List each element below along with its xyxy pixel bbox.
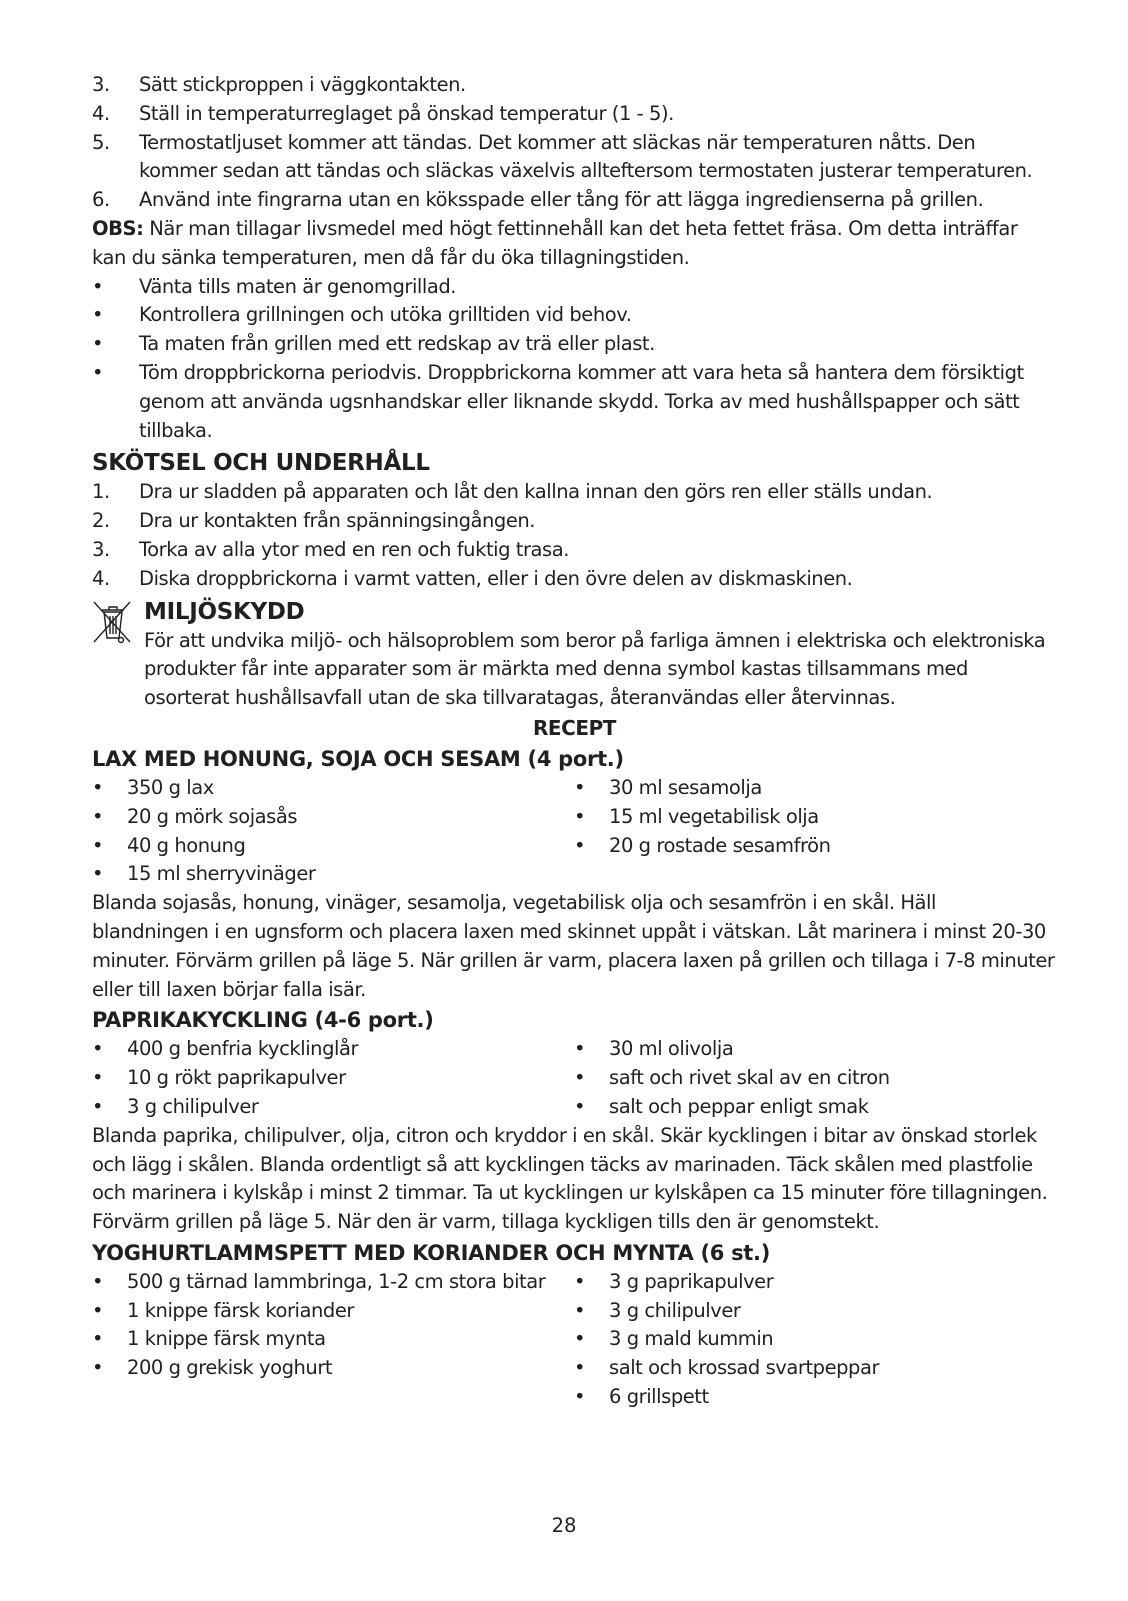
step-number: 3. bbox=[92, 537, 110, 561]
care-step bbox=[92, 478, 1057, 507]
ingredients bbox=[92, 1035, 1057, 1121]
ingredient-text: saft och rivet skal av en citron bbox=[609, 1066, 890, 1090]
bullet: • bbox=[574, 1327, 586, 1351]
step-text: Sätt stickproppen i väggkontakten. bbox=[139, 73, 466, 96]
bullet: • bbox=[92, 1327, 104, 1351]
bullet: • bbox=[92, 1269, 104, 1293]
ingredient-item bbox=[574, 1383, 1056, 1412]
ingredients-left bbox=[92, 1268, 574, 1412]
step-text: Dra ur sladden på apparaten och låt den kallna innan den görs ren eller ställs undan. bbox=[139, 480, 933, 504]
ingredient-item bbox=[92, 774, 574, 803]
ingredient-item bbox=[574, 1268, 1056, 1297]
ingredient-text: salt och peppar enligt smak bbox=[609, 1094, 869, 1118]
ingredient-text: 3 g chilipulver bbox=[127, 1094, 259, 1118]
bullet: • bbox=[574, 1385, 586, 1409]
bullet: • bbox=[574, 1356, 586, 1380]
ingredient-item bbox=[92, 1035, 574, 1064]
ingredient-text: 1 knippe färsk mynta bbox=[127, 1327, 326, 1351]
bullet: • bbox=[92, 1356, 104, 1380]
note-label: OBS: bbox=[92, 216, 144, 240]
tip-text: Vänta tills maten är genomgrillad. bbox=[139, 274, 457, 298]
step-text: Ställ in temperaturreglaget på önskad temperatur (1 - 5). bbox=[139, 101, 674, 125]
step-number: 5. bbox=[92, 130, 110, 154]
ingredient-text: salt och krossad svartpeppar bbox=[609, 1356, 880, 1380]
tip-text: Kontrollera grillningen och utöka grilltiden vid behov. bbox=[139, 303, 632, 327]
bullet: • bbox=[574, 775, 586, 799]
ingredient-text: 6 grillspett bbox=[609, 1385, 709, 1409]
bullet: • bbox=[92, 360, 104, 384]
ingredient-item bbox=[574, 1354, 1056, 1383]
ingredient-item bbox=[574, 1035, 1056, 1064]
note-text: När man tillagar livsmedel med högt fettinnehåll kan det heta fettet fräsa. Om detta inträffar kan du sänka temperaturen, men då får du öka tillagningstiden. bbox=[92, 216, 1018, 269]
ingredient-item bbox=[574, 774, 1056, 803]
care-step bbox=[92, 565, 1057, 594]
care-steps bbox=[92, 478, 1057, 593]
ingredient-text: 20 g rostade sesamfrön bbox=[609, 833, 831, 857]
bullet: • bbox=[92, 1037, 104, 1061]
step-item bbox=[92, 129, 1057, 187]
step-text: Termostatljuset kommer att tändas. Det kommer att släckas när temperaturen nåtts. Den kommer sedan att tändas och släckas växelvis allteftersom termostaten justerar temperaturen. bbox=[139, 130, 1033, 183]
ingredients-left bbox=[92, 1035, 574, 1121]
ingredient-item bbox=[92, 1093, 574, 1122]
step-item bbox=[92, 71, 1057, 100]
ingredients-left bbox=[92, 774, 574, 889]
recipe-title: PAPRIKAKYCKLING (4-6 port.) bbox=[92, 1008, 434, 1033]
ingredients bbox=[92, 1268, 1057, 1412]
ingredient-text: 3 g mald kummin bbox=[609, 1327, 774, 1351]
step-text: Dra ur kontakten från spänningsingången. bbox=[139, 509, 536, 533]
bullet: • bbox=[92, 804, 104, 828]
tips-list bbox=[92, 273, 1057, 446]
note-paragraph bbox=[92, 215, 1057, 273]
care-step bbox=[92, 536, 1057, 565]
ingredient-text: 200 g grekisk yoghurt bbox=[127, 1356, 333, 1380]
bullet: • bbox=[574, 1094, 586, 1118]
step-number: 6. bbox=[92, 188, 110, 212]
ingredient-item bbox=[92, 1354, 574, 1383]
step-item bbox=[92, 100, 1057, 129]
step-text: Diska droppbrickorna i varmt vatten, eller i den övre delen av diskmaskinen. bbox=[139, 566, 853, 590]
step-number: 4. bbox=[92, 101, 110, 125]
recipes-heading: RECEPT bbox=[532, 715, 616, 740]
tip-text: Ta maten från grillen med ett redskap av trä eller plast. bbox=[139, 332, 655, 356]
bullet: • bbox=[574, 1066, 586, 1090]
recipe-title: YOGHURTLAMMSPETT MED KORIANDER OCH MYNTA (6 st.) bbox=[92, 1240, 771, 1265]
ingredient-text: 20 g mörk sojasås bbox=[127, 804, 298, 828]
ingredient-text: 400 g benfria kycklinglår bbox=[127, 1037, 359, 1061]
ingredient-item bbox=[92, 1268, 574, 1297]
page-number: 28 bbox=[551, 1514, 577, 1537]
step-text: Använd inte fingrarna utan en köksspade eller tång för att lägga ingredienserna på grillen. bbox=[139, 188, 984, 212]
ingredient-item bbox=[574, 1064, 1056, 1093]
step-number: 4. bbox=[92, 566, 110, 590]
tip-item bbox=[92, 330, 1057, 359]
recipe-method: Blanda sojasås, honung, vinäger, sesamolja, vegetabilisk olja och sesamfrön i en skål. Häll blandningen i en ugnsform och placera laxen med skinnet uppåt i vätskan. Låt marinera i minst 20-30 minuter. Förvärm grillen på läge 5. När grillen är varm, placera laxen på grillen och tillaga i 7-8 minuter eller till laxen börjar falla isär. bbox=[92, 891, 1055, 1001]
ingredient-text: 350 g lax bbox=[127, 775, 214, 799]
env-heading: MILJÖSKYDD bbox=[144, 598, 305, 625]
ingredient-item bbox=[92, 1297, 574, 1326]
ingredient-text: 1 knippe färsk koriander bbox=[127, 1298, 354, 1322]
ingredient-text: 40 g honung bbox=[127, 833, 246, 857]
tip-item bbox=[92, 301, 1057, 330]
care-heading: SKÖTSEL OCH UNDERHÅLL bbox=[92, 450, 430, 477]
ingredients bbox=[92, 774, 1057, 889]
ingredient-item bbox=[574, 1297, 1056, 1326]
ingredient-item bbox=[92, 803, 574, 832]
bullet: • bbox=[92, 862, 104, 886]
ingredient-item bbox=[92, 1325, 574, 1354]
instruction-steps bbox=[92, 71, 1057, 215]
bullet: • bbox=[574, 804, 586, 828]
tip-item bbox=[92, 273, 1057, 302]
ingredient-text: 15 ml sherryvinäger bbox=[127, 862, 316, 886]
step-number: 3. bbox=[92, 73, 110, 96]
ingredient-item bbox=[574, 1093, 1056, 1122]
step-number: 2. bbox=[92, 509, 110, 533]
bullet: • bbox=[92, 775, 104, 799]
care-step bbox=[92, 507, 1057, 536]
bullet: • bbox=[92, 274, 104, 298]
bullet: • bbox=[574, 833, 586, 857]
bullet: • bbox=[574, 1037, 586, 1061]
step-text: Torka av alla ytor med en ren och fuktig trasa. bbox=[139, 537, 569, 561]
env-heading-row bbox=[92, 598, 1057, 627]
bullet: • bbox=[574, 1298, 586, 1322]
bullet: • bbox=[92, 332, 104, 356]
ingredient-text: 30 ml sesamolja bbox=[609, 775, 762, 799]
ingredient-text: 3 g paprikapulver bbox=[609, 1269, 774, 1293]
bullet: • bbox=[92, 303, 104, 327]
ingredient-item bbox=[574, 1325, 1056, 1354]
ingredient-text: 500 g tärnad lammbringa, 1-2 cm stora bitar bbox=[127, 1269, 546, 1293]
step-number: 1. bbox=[92, 480, 110, 504]
ingredient-text: 10 g rökt paprikapulver bbox=[127, 1066, 346, 1090]
ingredients-right bbox=[574, 1035, 1056, 1121]
ingredient-text: 3 g chilipulver bbox=[609, 1298, 741, 1322]
page-content bbox=[92, 71, 1057, 1412]
crossed-out-wheelie-bin-icon bbox=[92, 598, 134, 648]
ingredient-text: 15 ml vegetabilisk olja bbox=[609, 804, 819, 828]
env-text: För att undvika miljö- och hälsoproblem som beror på farliga ämnen i elektriska och elektroniska produkter får inte apparater som är märkta med denna symbol kastas tillsammans med osorterat hushållsavfall utan de ska tillvaratagas, återanvändas eller återvinnas. bbox=[144, 628, 1046, 710]
ingredient-item bbox=[574, 803, 1056, 832]
recipe-method: Blanda paprika, chilipulver, olja, citron och kryddor i en skål. Skär kycklingen i bitar av önskad storlek och lägg i skålen. Blanda ordentligt så att kycklingen täcks av marinaden. Täck skålen med plastfolie och marinera i kylskåp i minst 2 timmar. Ta ut kycklingen ur kylskåpen ca 15 minuter före tillagningen. Förvärm grillen på läge 5. När den är varm, tillaga kyckligen tills den är genomstekt. bbox=[92, 1123, 1048, 1234]
ingredient-item bbox=[92, 860, 574, 889]
recipe-title: LAX MED HONUNG, SOJA OCH SESAM (4 port.) bbox=[92, 746, 624, 771]
bullet: • bbox=[92, 1066, 104, 1090]
ingredient-item bbox=[92, 832, 574, 861]
bullet: • bbox=[574, 1269, 586, 1293]
tip-text: Töm droppbrickorna periodvis. Droppbrickorna kommer att vara heta så hantera dem försiktigt genom att använda ugsnhandskar eller liknande skydd. Torka av med hushållspapper och sätt tillbaka. bbox=[139, 360, 1024, 442]
bullet: • bbox=[92, 1094, 104, 1118]
ingredients-right bbox=[574, 774, 1056, 889]
bullet: • bbox=[92, 833, 104, 857]
ingredients-right bbox=[574, 1268, 1056, 1412]
step-item bbox=[92, 186, 1057, 215]
ingredient-item bbox=[574, 832, 1056, 861]
ingredient-text: 30 ml olivolja bbox=[609, 1037, 734, 1061]
ingredient-item bbox=[92, 1064, 574, 1093]
tip-item bbox=[92, 359, 1057, 445]
bullet: • bbox=[92, 1298, 104, 1322]
